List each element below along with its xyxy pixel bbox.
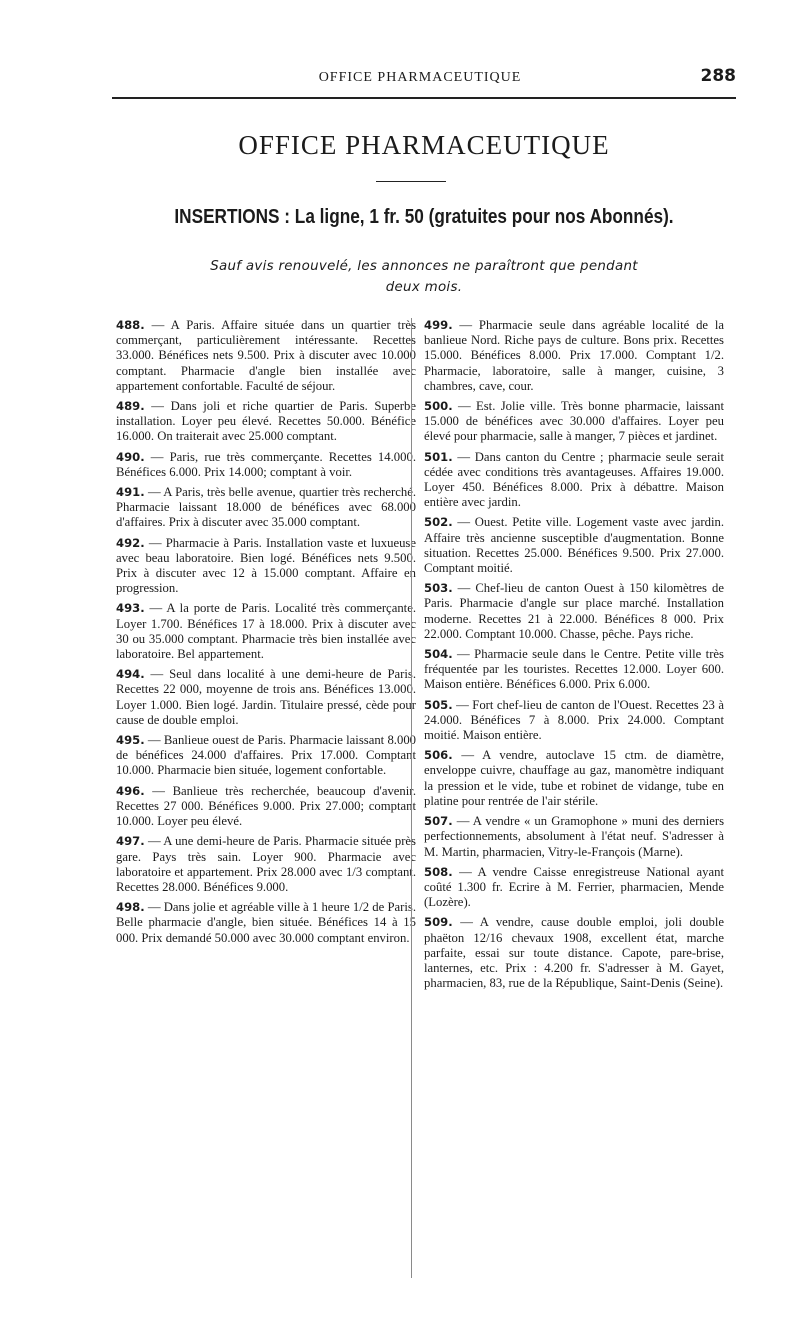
ad-item [424,915,724,991]
ad-number: 490. [116,449,145,464]
ad-item [116,485,416,531]
ad-number: 488. [116,318,145,332]
ad-text: — Ouest. Petite ville. Logement vaste avec jardin. Affaire très ancienne susceptible d'augmentation. Bonne situation. Recettes 25.000. Bénéfices 9.500. Prix 27.000. Comptant moitié. [424,515,725,576]
ad-text: — Paris, rue très commerçante. Recettes 14.000. Bénéfices 6.000. Prix 14.000; comptant à voir. [116,449,416,479]
ad-item [116,733,416,779]
ad-item [424,399,724,445]
ad-text: — Banlieue ouest de Paris. Pharmacie laissant 8.000 de bénéfices 24.000 d'affaires. Prix 17.000. Comptant 10.000. Pharmacie bien située, logement confortable. [116,733,417,778]
ad-number: 507. [424,814,453,829]
ad-item [424,318,724,394]
ad-number: 509. [424,915,453,930]
ad-item [116,834,416,895]
ad-item [116,399,416,445]
ad-text: — Dans joli et riche quartier de Paris. Superbe installation. Loyer peu élevé. Recettes 50.000. Bénéfice 16.000. On traiterait avec 25.000 comptant. [116,399,417,444]
ad-item [424,748,724,809]
ad-number: 506. [424,748,453,763]
ad-number: 504. [424,647,453,662]
ad-text: — A vendre « un Gramophone » muni des derniers perfectionnements, absolument à l'état neuf. S'adresser à M. Martin, pharmacien, Vitry-le-François (Marne). [424,814,725,859]
ad-item [424,515,724,576]
ad-item [116,536,416,597]
ad-text: — Chef-lieu de canton Ouest à 150 kilomètres de Paris. Pharmacie d'angle sur place marché. Installation moderne. Recettes 21 à 22.000. Bénéfices 8 000. Prix 22.000. Comptant 10.000. Chasse, pêche. Pays riche. [424,581,724,641]
ads-column-right [424,318,724,996]
ad-text: — Dans canton du Centre ; pharmacie seule serait cédée avec conditions très avantageuses. Affaires 19.000. Loyer 450. Bénéfices 8.000. Prix à débattre. Maison entière avec jardin. [424,449,724,510]
notice-line-2: deux mois. [385,280,463,295]
insertions-rate: INSERTIONS : La ligne, 1 fr. 50 (gratuites pour nos Abonnés). [174,206,674,228]
ad-item [116,318,416,394]
column-divider [411,318,412,1278]
ad-item [424,581,724,642]
ad-text: — Fort chef-lieu de canton de l'Ouest. Recettes 23 à 24.000. Bénéfices 7 à 8.000. Prix 24.000. Comptant moitié. Maison entière. [424,697,724,743]
ad-text: — Banlieue très recherchée, beaucoup d'avenir. Recettes 27 000. Bénéfices 9.000. Prix 27.000; comptant 10.000. Loyer peu élevé. [116,783,416,829]
ad-text: — A vendre, autoclave 15 ctm. de diamètre, enveloppe cuivre, chauffage au gaz, manomètre indiquant la pression et le vide, tube et robinet de vidange, tube en platine pour rentrée de l'air stérile. [424,748,724,808]
ad-item [424,814,724,860]
ad-text: — Est. Jolie ville. Très bonne pharmacie, laissant 15.000 de bénéfices avec 30.000 d'affaires. Loyer peu élevé pour pharmacie, salle à manger, 7 pièces et jardinet. [424,399,724,444]
ad-number: 502. [424,515,453,530]
ad-number: 489. [116,399,145,414]
ad-item [116,667,416,728]
ad-text: — Pharmacie seule dans agréable localité de la banlieue Nord. Riche pays de culture. Bons prix. Recettes 15.000. Bénéfices 8.000. Prix 17.000. Comptant 1/2. Pharmacie, laboratoire, salle à manger, cuisine, 3 chambres, cave, cour. [424,318,725,393]
ad-number: 508. [424,864,453,879]
ad-text: — A une demi-heure de Paris. Pharmacie située près gare. Pays très sain. Loyer 900. Pharmacie avec laboratoire et appartement. Prix 28.000 avec 1/3 comptant. Recettes 28.000. Bénéfices 9.000. [116,834,416,894]
ad-text: — A vendre, cause double emploi, joli double phaëton 12/16 chevaux 1908, excellent état, marche parfaite, essai sur toute distance. Capote, pare-brise, lanternes, etc. Prix : 4.200 fr. S'adresser à M. Gayet, pharmacien, 83, rue de la République, Saint-Denis (Seine). [424,915,724,991]
ad-item [116,900,416,946]
page-number: 288 [700,66,736,86]
ad-text: — A la porte de Paris. Localité très commerçante. Loyer 1.700. Bénéfices 17 à 18.000. Prix à discuter avec 30 ou 35.000 comptant. Pharmacie très bien installée avec laboratoire. Bel appartement. [116,601,416,662]
ad-number: 500. [424,399,453,414]
ad-number: 501. [424,449,453,464]
page-title: OFFICE PHARMACEUTIQUE [238,130,610,160]
notice-line-1: Sauf avis renouvelé, les annonces ne paraîtront que pendant [210,259,638,274]
title-rule [376,181,446,182]
ad-item [116,601,416,662]
ad-number: 491. [116,485,145,500]
notice [112,256,736,298]
header-rule [112,97,736,99]
ads-column-left [116,318,416,951]
ad-item [424,647,724,693]
ad-text: — Pharmacie seule dans le Centre. Petite ville très fréquentée par les touristes. Recettes 12.000. Loyer 600. Maison entière. Bénéfices 6.000. Prix 6.000. [424,647,724,692]
ad-text: — Pharmacie à Paris. Installation vaste et luxueuse avec beau laboratoire. Bien logé. Bénéfices nets 9.500. Prix à discuter avec 12 à 15.000 comptant. Affaire en progression. [116,535,416,596]
ad-text: — A Paris, très belle avenue, quartier très recherché. Pharmacie laissant 18.000 de bénéfices avec 68.000 d'affaires. Prix à discuter avec 35.000 comptant. [116,485,416,530]
running-header-title: OFFICE PHARMACEUTIQUE [318,70,522,85]
ad-text: — Seul dans localité à une demi-heure de Paris. Recettes 22 000, moyenne de trois ans. Bénéfices 13.000. Loyer 1.000. Bien logé. Jardin. Titulaire pressé, cède pour cause de double emploi. [116,667,416,727]
ad-number: 492. [116,535,145,550]
ad-number: 499. [424,318,453,332]
ad-item [424,450,724,511]
ad-item [424,865,724,911]
ad-text: — A Paris. Affaire située dans un quartier très commerçant, particulièrement intéressante. Recettes 33.000. Bénéfices nets 9.500. Prix à discuter avec 10.000 comptant. Pharmacie d'angle bien installée avec appartement confortable. Faculté de séjour. [116,318,417,393]
ad-number: 494. [116,667,145,682]
ad-item [116,784,416,830]
ad-number: 496. [116,783,145,798]
ad-item [424,698,724,744]
ad-text: — A vendre Caisse enregistreuse National ayant coûté 1.300 fr. Ecrire à M. Ferrier, pharmacien, Mende (Lozère). [424,864,725,910]
ad-text: — Dans jolie et agréable ville à 1 heure 1/2 de Paris. Belle pharmacie d'angle, bien située. Bénéfices 14 à 15 000. Prix demandé 50.000 avec 30.000 comptant environ. [116,900,417,945]
ad-item [116,450,416,480]
ad-number: 503. [424,581,453,596]
ad-number: 505. [424,697,453,712]
ad-number: 495. [116,733,145,748]
ad-number: 497. [116,834,145,849]
ad-number: 498. [116,900,145,915]
ad-number: 493. [116,601,145,616]
